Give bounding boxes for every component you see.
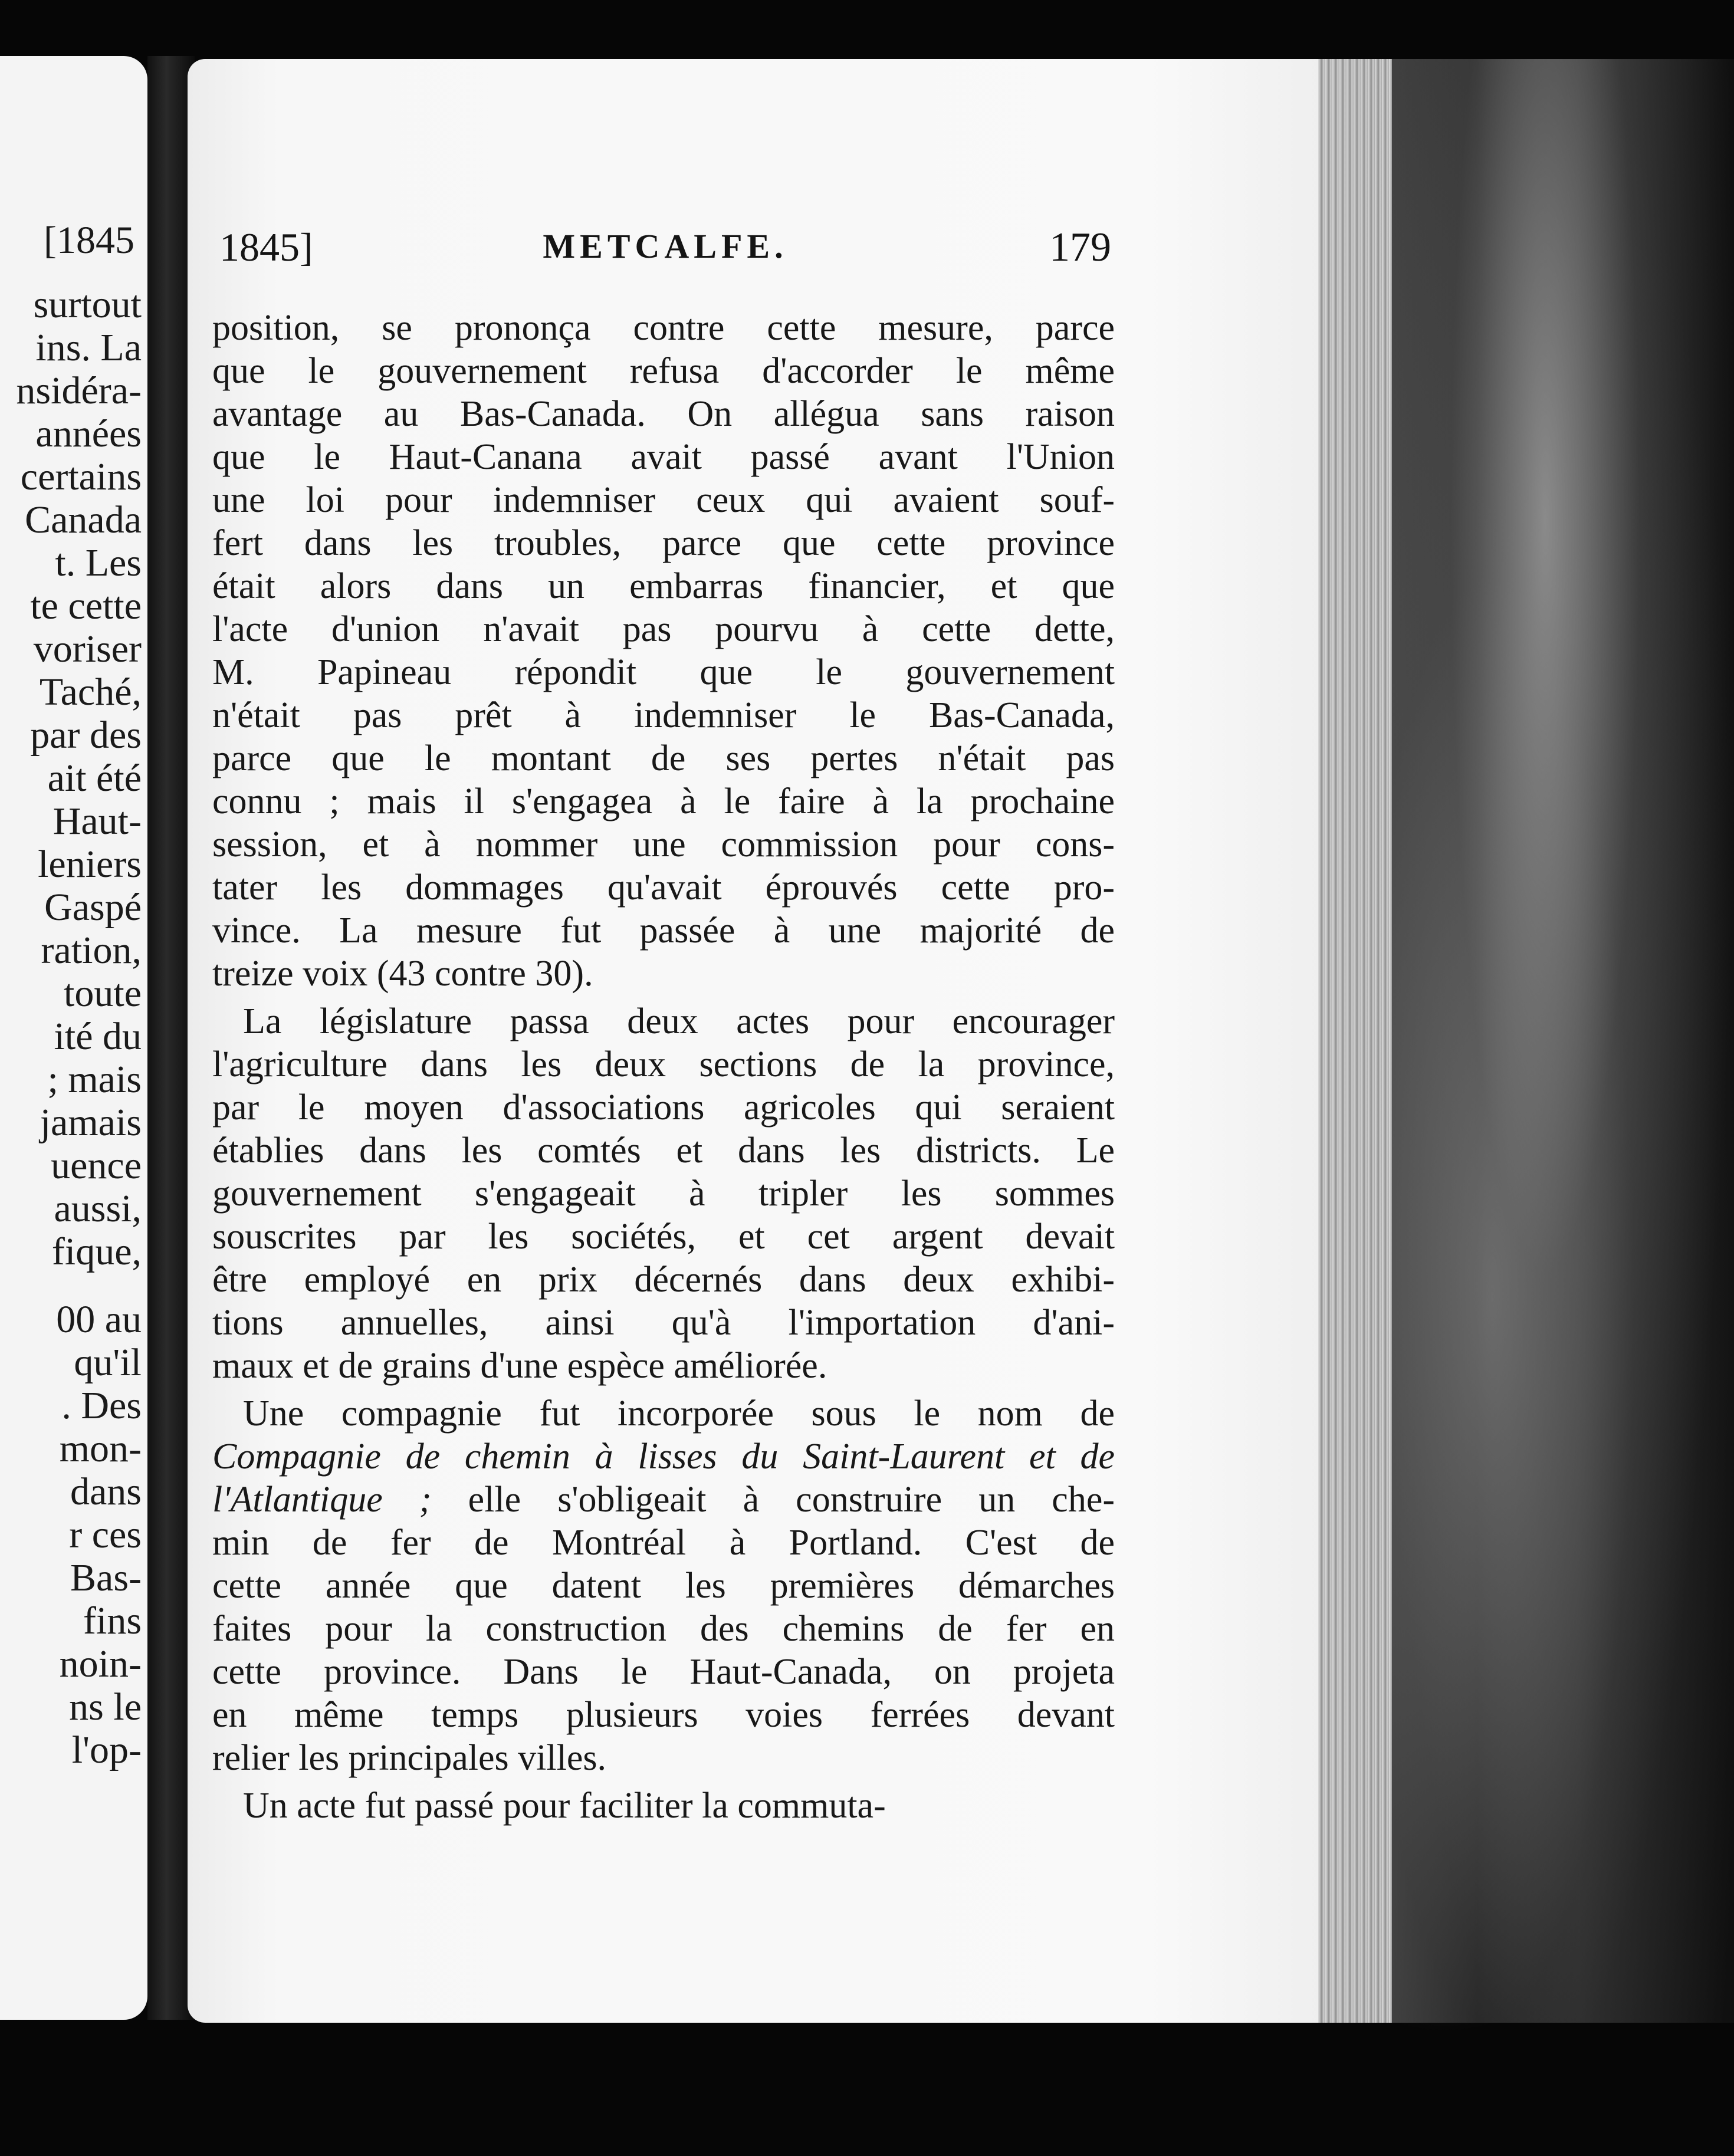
left-page-fragment [0,56,147,2020]
left-page-line: certains [20,455,142,498]
left-page-line: leniers [38,843,142,886]
text-line: l'Atlantique ; elle s'obligeait à construire un che- [212,1480,1115,1520]
left-page-line: ité du [54,1015,142,1058]
left-page-line: dans [70,1470,142,1513]
left-page-text [0,283,142,1772]
text-line: être employé en prix décernés dans deux exhibi- [212,1260,1115,1300]
paragraph [212,1000,1115,1388]
text-line: connu ; mais il s'engagea à le faire à la prochaine [212,781,1115,821]
left-page-line: te cette [30,584,142,627]
book-cover-edge [1392,59,1734,2023]
left-page-line: ns le [69,1685,142,1728]
left-page-line: aussi, [54,1187,142,1230]
left-page-line: ; mais [47,1058,142,1101]
text-line: maux et de grains d'une espèce améliorée. [212,1346,827,1386]
text-line: parce que le montant de ses pertes n'était pas [212,738,1115,778]
left-page-line: l'op- [71,1728,142,1772]
left-page-header: [1845 [44,219,134,262]
text-line: en même temps plusieurs voies ferrées devant [212,1695,1115,1735]
page-edges [1318,59,1392,2023]
text-line: faites pour la construction des chemins de fer en [212,1609,1115,1649]
text-line: Une compagnie fut incorporée sous le nom de [243,1393,1115,1434]
left-page-line: Taché, [39,671,142,714]
text-line: que le Haut-Canana avait passé avant l'Union [212,437,1115,477]
text-line: M. Papineau répondit que le gouvernement [212,652,1115,692]
page-number: 179 [1049,225,1111,270]
left-page-line: nsidéra- [16,369,142,412]
text-line: une loi pour indemniser ceux qui avaient souf- [212,480,1115,520]
text-line: vince. La mesure fut passée à une majorité de [212,911,1115,951]
text-line: relier les principales villes. [212,1738,606,1778]
text-line: avantage au Bas-Canada. On allégua sans raison [212,394,1115,434]
left-page-line: jamais [40,1101,142,1144]
left-page-line: r ces [69,1513,142,1556]
left-page-line: Haut- [52,800,142,843]
header-title: METCALFE. [543,227,788,265]
left-page-line: noin- [59,1642,142,1685]
text-line: session, et à nommer une commission pour cons- [212,824,1115,865]
paragraph [212,1784,1115,1828]
text-line: La législature passa deux actes pour encourager [243,1001,1115,1041]
paragraph [212,1392,1115,1780]
text-line: n'était pas prêt à indemniser le Bas-Canada, [212,695,1115,735]
running-header [219,224,1111,271]
text-line: treize voix (43 contre 30). [212,954,593,994]
left-page-line: t. Les [55,541,142,584]
text-line: souscrites par les sociétés, et cet argent devait [212,1217,1115,1257]
left-page-line: mon- [59,1427,142,1470]
left-page-line: voriser [33,627,142,671]
header-year: 1845] [219,225,313,270]
left-page-line: qu'il [74,1341,142,1384]
left-page-line: . Des [61,1384,142,1427]
left-page-line: ait été [47,757,142,800]
left-page-line: Canada [25,498,142,541]
left-page-line: fins [83,1599,142,1642]
left-page-line: surtout [33,283,142,326]
text-line: tions annuelles, ainsi qu'à l'importation d'ani- [212,1303,1115,1343]
left-page-line: par des [30,714,142,757]
text-line: fert dans les troubles, parce que cette province [212,523,1115,563]
left-page-line: Bas- [70,1556,142,1599]
left-page-line: toute [64,972,142,1015]
text-line: l'acte d'union n'avait pas pourvu à cette dette, [212,609,1115,649]
text-line: cette province. Dans le Haut-Canada, on projeta [212,1652,1115,1692]
left-page-line: Gaspé [44,886,142,929]
text-line: Compagnie de chemin à lisses du Saint-Laurent et de [212,1437,1115,1477]
paragraph [212,307,1115,995]
left-page-line: années [35,412,142,455]
text-line: gouvernement s'engageait à tripler les sommes [212,1174,1115,1214]
text-line: Un acte fut passé pour faciliter la commuta- [243,1786,886,1826]
left-page-line: fique, [51,1230,142,1273]
text-line: cette année que datent les premières démarches [212,1566,1115,1606]
text-line: tater les dommages qu'avait éprouvés cette pro- [212,867,1115,908]
body-text [212,307,1115,1828]
left-page-line: ration, [41,929,142,972]
left-page-line: ins. La [35,326,142,369]
text-line: min de fer de Montréal à Portland. C'est de [212,1523,1115,1563]
text-line: position, se prononça contre cette mesure, parce [212,308,1115,348]
text-line: que le gouvernement refusa d'accorder le même [212,351,1115,391]
left-page-line: 00 au [56,1298,142,1341]
left-page-line: uence [51,1144,142,1187]
text-line: était alors dans un embarras financier, et que [212,566,1115,606]
text-line: l'agriculture dans les deux sections de la province, [212,1044,1115,1084]
text-line: par le moyen d'associations agricoles qui seraient [212,1087,1115,1128]
text-line: établies dans les comtés et dans les districts. Le [212,1130,1115,1171]
